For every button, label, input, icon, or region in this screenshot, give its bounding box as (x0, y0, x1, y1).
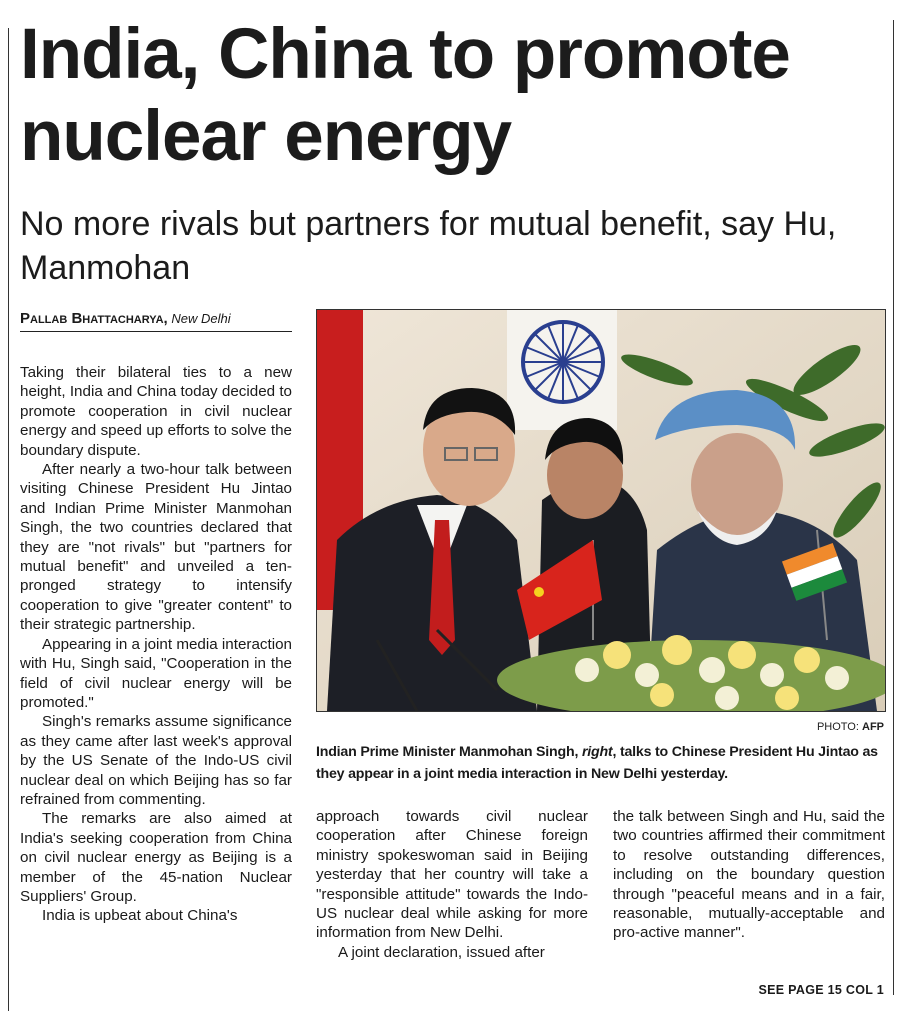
paragraph: A joint declaration, issued after (338, 943, 545, 961)
news-photo (316, 309, 886, 712)
paragraph: Singh's remarks assume significance as they came after last week's approval by the US Senate of the Indo-US civil nuclear deal on which Beijing has so far refrained from commenting. (20, 713, 292, 808)
photo-credit (600, 721, 884, 733)
paragraph: After nearly a two-hour talk between visiting Chinese President Hu Jintao and Indian Prime Minister Manmohan Singh, the two countries declared that they are "not rivals" but "partners for mutual benefit" and unveiled a ten-pronged strategy to intensify cooperation to give "greater content" to their strategic partnership. (20, 461, 292, 634)
article-column-1 (20, 363, 292, 926)
byline (20, 310, 292, 332)
caption-emphasis: right (581, 744, 613, 760)
subheadline: No more rivals but partners for mutual benefit, say Hu, Manmohan (20, 205, 837, 287)
paragraph: India is upbeat about China's (42, 907, 238, 925)
paragraph: the talk between Singh and Hu, said the two countries affirmed their commitment to resolve outstanding differences, including on the boundary question through "peaceful means and in a fair, reasonable, mutually-acceptable and pro-active manner". (613, 808, 885, 942)
headline: India, China to promote nuclear energy (20, 15, 790, 176)
photo-credit-label: PHOTO: (816, 721, 859, 733)
column-rule-right (893, 20, 894, 995)
continuation-jump: SEE PAGE 15 COL 1 (758, 983, 884, 997)
caption-text: , talks to Chinese President Hu Jintao as they appear in a joint media interaction in New Delhi yesterday. (316, 744, 878, 782)
byline-author: Pallab Bhattacharya, (20, 310, 168, 327)
column-rule-left (8, 28, 9, 1011)
article-column-3 (613, 807, 885, 943)
caption-text: Indian Prime Minister Manmohan Singh, (316, 744, 582, 760)
photo-credit-source: AFP (862, 721, 884, 733)
paragraph: Taking their bilateral ties to a new height, India and China today decided to promote cooperation in civil nuclear energy and speed up efforts to solve the boundary dispute. (20, 364, 292, 459)
photo-illustration (317, 310, 885, 711)
paragraph: The remarks are also aimed at India's seeking cooperation from China on civil nuclear energy as Beijing is a member of the 45-nation Nuclear Suppliers' Group. (20, 810, 292, 905)
paragraph: Appearing in a joint media interaction with Hu, Singh said, "Cooperation in the field of civil nuclear energy will be promoted." (20, 635, 292, 711)
byline-location: New Delhi (171, 311, 231, 326)
photo-caption (316, 741, 886, 785)
paragraph: approach towards civil nuclear cooperation after Chinese foreign ministry spokeswoman said in Beijing yesterday that her country will take a "responsible attitude" towards the Indo-US nuclear deal while asking for more information from New Delhi. (316, 808, 588, 942)
article-column-2 (316, 807, 588, 962)
